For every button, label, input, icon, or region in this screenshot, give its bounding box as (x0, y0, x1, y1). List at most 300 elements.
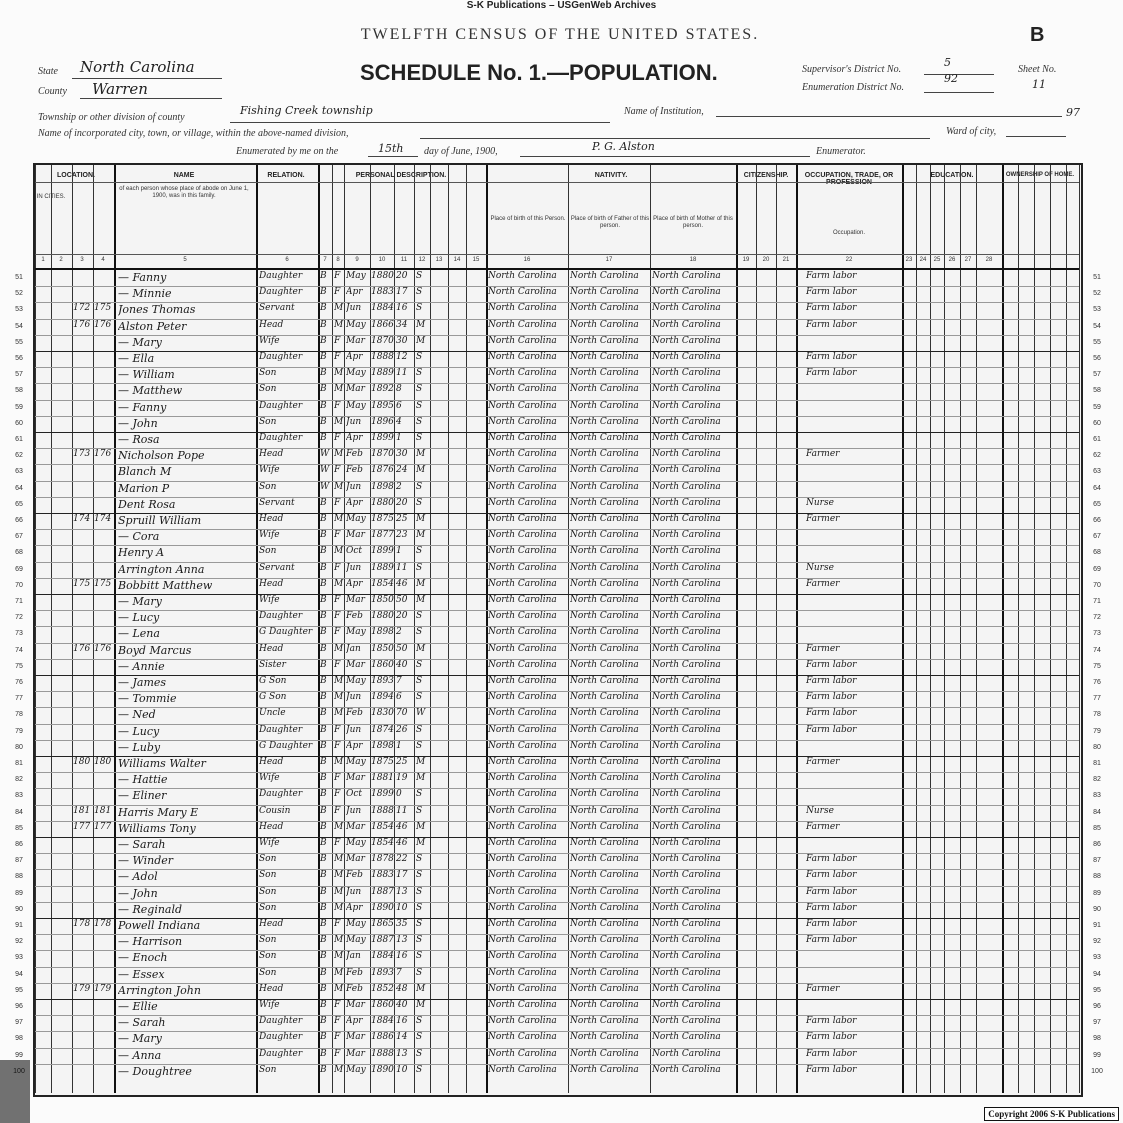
birthplace-mother: North Carolina (652, 595, 721, 605)
birthplace-person: North Carolina (488, 838, 557, 848)
birth-year: 1890 (371, 1064, 394, 1075)
column-number: 23 (905, 257, 913, 263)
birthplace-person: North Carolina (488, 967, 557, 978)
age: 17 (396, 870, 408, 881)
column-number: 6 (285, 257, 289, 263)
birthplace-father: North Carolina (570, 692, 639, 703)
birth-month: Apr (346, 287, 363, 298)
sex: M (334, 708, 344, 719)
relation: Daughter (259, 400, 303, 411)
age: 2 (396, 481, 402, 492)
occupation: Farmer (806, 578, 840, 589)
column-number: 14 (453, 257, 461, 263)
line-number: 91 (15, 922, 23, 929)
birthplace-mother: North Carolina (652, 514, 721, 524)
relation: Wife (259, 335, 280, 346)
person-name: — Matthew (118, 384, 183, 398)
enumerator-name: P. G. Alston (592, 140, 655, 153)
relation: Wife (259, 465, 280, 476)
line-number-right: 86 (1093, 841, 1101, 848)
birthplace-mother: North Carolina (652, 935, 721, 946)
sheet-letter: B (1030, 24, 1045, 46)
line-number-right: 90 (1093, 905, 1101, 913)
marital-status: S (416, 497, 423, 508)
birth-month: Jun (346, 481, 362, 492)
person-name: — Annie (118, 659, 165, 673)
marital-status: S (416, 611, 423, 622)
line-number-right: 59 (1093, 403, 1101, 411)
line-number-right: 77 (1093, 695, 1101, 703)
relation: Daughter (259, 1048, 303, 1059)
marital-status: S (416, 886, 423, 897)
line-number: 77 (15, 695, 23, 703)
birthplace-father: North Carolina (570, 1000, 639, 1010)
person-name: — Sarah (118, 1016, 166, 1030)
relation: Son (259, 368, 277, 379)
birth-month: Mar (346, 1000, 365, 1010)
birth-year: 1880 (371, 611, 394, 622)
birthplace-person: North Carolina (488, 562, 557, 573)
line-number: 64 (15, 484, 23, 492)
line-number-right: 68 (1093, 549, 1101, 557)
birthplace-father: North Carolina (570, 659, 639, 670)
person-name: — Essex (118, 967, 165, 981)
township-label: Township or other division of county (38, 112, 185, 123)
birthplace-mother: North Carolina (652, 546, 721, 557)
birthplace-father: North Carolina (570, 303, 639, 314)
occupation: Farm labor (806, 1032, 857, 1043)
birthplace-person: North Carolina (488, 740, 557, 751)
color-race: B (320, 416, 327, 427)
birthplace-father: North Carolina (570, 983, 639, 994)
line-number-right: 70 (1093, 581, 1101, 589)
column-rule (1002, 165, 1004, 1093)
birth-month: Jun (346, 886, 362, 897)
marital-status: S (416, 368, 423, 379)
birth-year: 1878 (371, 854, 394, 865)
birth-year: 1850 (371, 643, 394, 654)
sex: M (334, 902, 344, 913)
color-race: B (320, 773, 327, 784)
birthplace-mother: North Carolina (652, 433, 721, 443)
birth-month: Mar (346, 1048, 365, 1059)
line-number: 61 (15, 436, 23, 443)
line-number: 84 (15, 808, 23, 816)
birth-year: 1883 (371, 870, 394, 881)
line-number: 85 (15, 824, 23, 832)
relation: Daughter (259, 611, 303, 622)
col-citizenship: CITIZENSHIP. (743, 172, 789, 179)
birth-year: 1894 (371, 692, 394, 703)
birth-year: 1884 (371, 951, 394, 962)
state-label: State (38, 66, 58, 77)
birthplace-person: North Carolina (488, 627, 557, 638)
birthplace-mother: North Carolina (652, 1048, 721, 1059)
copyright-notice: Copyright 2006 S-K Publications (984, 1107, 1119, 1121)
header-rule (35, 268, 1079, 270)
sex: F (334, 919, 341, 929)
line-number-right: 69 (1093, 565, 1101, 573)
age: 50 (396, 595, 408, 605)
birth-month: Jun (346, 692, 362, 703)
line-number: 51 (15, 274, 23, 281)
sex: F (334, 562, 341, 573)
sex: F (334, 400, 341, 411)
birthplace-father: North Carolina (570, 724, 639, 735)
color-race: B (320, 983, 327, 994)
occupation: Farmer (806, 983, 840, 994)
birthplace-father: North Carolina (570, 319, 639, 330)
header-rule (35, 254, 1079, 255)
age: 16 (396, 303, 408, 314)
relation: Uncle (259, 708, 286, 719)
birthplace-mother: North Carolina (652, 1000, 721, 1010)
birthplace-mother: North Carolina (652, 676, 721, 686)
color-race: B (320, 919, 327, 929)
sex: F (334, 1016, 341, 1027)
census-title: TWELFTH CENSUS OF THE UNITED STATES. (360, 26, 760, 43)
person-name: Blanch M (118, 465, 172, 479)
birth-month: May (346, 757, 366, 767)
column-number: 12 (418, 257, 426, 263)
column-rule (344, 165, 345, 1093)
color-race: B (320, 562, 327, 573)
person-name: — James (118, 676, 167, 689)
line-number-right: 56 (1093, 355, 1101, 362)
birthplace-father: North Carolina (570, 335, 639, 346)
column-rule (756, 165, 757, 1093)
line-number-right: 60 (1093, 419, 1101, 427)
line-number: 73 (15, 630, 23, 638)
family-number: 176 (94, 643, 112, 654)
family-number: 180 (94, 757, 112, 767)
dwelling-number: 181 (73, 805, 91, 816)
age: 14 (396, 1032, 408, 1043)
birthplace-mother: North Carolina (652, 919, 721, 929)
birth-year: 1854 (371, 578, 394, 589)
enumerated-day: 15th (378, 142, 404, 155)
birthplace-father: North Carolina (570, 643, 639, 654)
line-number: 70 (15, 581, 23, 589)
marital-status: M (416, 335, 426, 346)
relation: Son (259, 951, 277, 962)
line-number: 87 (15, 857, 23, 865)
birth-month: May (346, 627, 366, 638)
occupation: Farm labor (806, 708, 857, 719)
birthplace-mother: North Carolina (652, 497, 721, 508)
line-number: 94 (15, 970, 23, 978)
line-number-right: 66 (1093, 517, 1101, 524)
column-rule (1079, 165, 1080, 1093)
enumerator-label: Enumerator. (816, 146, 866, 157)
birth-year: 1888 (371, 1048, 394, 1059)
birthplace-person: North Carolina (488, 902, 557, 913)
person-name: Arrington John (118, 983, 201, 997)
person-name: — Mary (118, 1032, 162, 1046)
birthplace-father: North Carolina (570, 789, 639, 800)
marital-status: S (416, 854, 423, 865)
birthplace-father: North Carolina (570, 546, 639, 557)
marital-status: M (416, 773, 426, 784)
line-number: 98 (15, 1035, 23, 1043)
column-rule (902, 165, 904, 1093)
marital-status: S (416, 271, 423, 281)
line-number: 81 (15, 760, 23, 767)
birth-month: Feb (346, 449, 363, 460)
birthplace-father: North Carolina (570, 870, 639, 881)
sex: M (334, 886, 344, 897)
birth-month: Jun (346, 724, 362, 735)
column-rule (1050, 165, 1051, 1093)
sex: M (334, 416, 344, 427)
birthplace-mother: North Carolina (652, 708, 721, 719)
birthplace-person: North Carolina (488, 303, 557, 314)
birth-year: 1886 (371, 1032, 394, 1043)
birthplace-mother: North Carolina (652, 368, 721, 379)
birthplace-person: North Carolina (488, 805, 557, 816)
person-name: — Fanny (118, 400, 167, 414)
family-number: 176 (94, 449, 112, 460)
birth-month: Mar (346, 335, 365, 346)
line-number-right: 94 (1093, 970, 1101, 978)
person-name: Marion P (118, 481, 170, 495)
line-number-right: 92 (1093, 938, 1101, 946)
color-race: B (320, 627, 327, 638)
line-number-right: 73 (1093, 630, 1101, 638)
age: 46 (396, 578, 408, 589)
marital-status: M (416, 449, 426, 460)
birth-month: Apr (346, 433, 363, 443)
line-number: 78 (15, 711, 23, 719)
column-rule (1018, 165, 1019, 1093)
birthplace-mother: North Carolina (652, 692, 721, 703)
person-name: — Ella (118, 352, 155, 365)
color-race: B (320, 595, 327, 605)
birth-month: May (346, 1064, 366, 1075)
birthplace-person: North Carolina (488, 983, 557, 994)
person-name: — Mary (118, 595, 162, 608)
line-number-right: 99 (1093, 1051, 1101, 1059)
relation: Cousin (259, 805, 291, 816)
birth-month: Feb (346, 465, 363, 476)
birthplace-mother: North Carolina (652, 416, 721, 427)
birthplace-person: North Carolina (488, 789, 557, 800)
birth-year: 1895 (371, 400, 394, 411)
color-race: B (320, 854, 327, 865)
age: 20 (396, 611, 408, 622)
color-race: B (320, 319, 327, 330)
age: 13 (396, 1048, 408, 1059)
age: 46 (396, 838, 408, 848)
column-rule (114, 165, 116, 1093)
family-number: 175 (94, 303, 112, 314)
birthplace-person: North Carolina (488, 643, 557, 654)
person-name: — Tommie (118, 692, 177, 706)
relation: Servant (259, 497, 295, 508)
birth-month: May (346, 919, 366, 929)
occupation: Farm labor (806, 352, 857, 362)
sex: F (334, 1000, 341, 1010)
line-number: 74 (15, 646, 23, 654)
occupation: Nurse (806, 805, 834, 816)
relation: Son (259, 1064, 277, 1075)
person-name: Spruill William (118, 514, 202, 527)
age: 13 (396, 886, 408, 897)
birthplace-mother: North Carolina (652, 627, 721, 638)
line-number-right: 62 (1093, 452, 1101, 460)
birth-month: May (346, 400, 366, 411)
relation: Head (259, 919, 284, 929)
birth-year: 1865 (371, 919, 394, 929)
birthplace-father: North Carolina (570, 368, 639, 379)
column-rule (51, 165, 52, 1093)
relation: Head (259, 983, 284, 994)
person-name: Jones Thomas (118, 303, 196, 317)
birth-year: 1875 (371, 514, 394, 524)
age: 22 (396, 854, 408, 865)
occupation: Farm labor (806, 902, 857, 913)
birth-year: 1870 (371, 335, 394, 346)
birth-month: Apr (346, 1016, 363, 1027)
birthplace-mother: North Carolina (652, 773, 721, 784)
dwelling-number: 176 (73, 643, 91, 654)
age: 19 (396, 773, 408, 784)
col-occupation: OCCUPATION, TRADE, OR PROFESSION (804, 172, 894, 186)
line-number: 59 (15, 403, 23, 411)
age: 7 (396, 676, 402, 686)
color-race: B (320, 886, 327, 897)
birthplace-father: North Carolina (570, 708, 639, 719)
family-number: 175 (94, 578, 112, 589)
birthplace-person: North Carolina (488, 287, 557, 298)
column-number: 20 (762, 257, 770, 263)
birthplace-person: North Carolina (488, 546, 557, 557)
sex: M (334, 983, 344, 994)
age: 11 (396, 562, 408, 573)
relation: Son (259, 967, 277, 978)
column-rule (650, 165, 651, 1093)
birth-month: Jun (346, 562, 362, 573)
sheet-label: Sheet No. (1018, 64, 1057, 75)
birthplace-person: North Carolina (488, 368, 557, 379)
sex: M (334, 854, 344, 865)
birthplace-mother: North Carolina (652, 740, 721, 751)
birth-year: 1852 (371, 983, 394, 994)
birth-month: Mar (346, 530, 365, 541)
birthplace-father: North Carolina (570, 400, 639, 411)
birthplace-person: North Carolina (488, 1064, 557, 1075)
birthplace-mother: North Carolina (652, 757, 721, 767)
age: 0 (396, 789, 402, 800)
marital-status: S (416, 1064, 423, 1075)
dwelling-number: 174 (73, 514, 91, 524)
birth-month: Mar (346, 1032, 365, 1043)
birthplace-father: North Carolina (570, 773, 639, 784)
birthplace-father: North Carolina (570, 967, 639, 978)
line-number: 62 (15, 452, 23, 460)
column-rule (796, 165, 798, 1093)
relation: Wife (259, 595, 280, 605)
person-name: Boyd Marcus (118, 643, 192, 657)
birth-year: 1876 (371, 465, 394, 476)
marital-status: S (416, 481, 423, 492)
birth-year: 1899 (371, 546, 394, 557)
line-number: 72 (15, 614, 23, 622)
color-race: B (320, 821, 327, 832)
line-number-right: 76 (1093, 679, 1101, 686)
line-number-right: 85 (1093, 824, 1101, 832)
line-number-right: 93 (1093, 954, 1101, 962)
column-number: 28 (985, 257, 993, 263)
sex: F (334, 352, 341, 362)
line-number: 79 (15, 727, 23, 735)
line-number: 93 (15, 954, 23, 962)
supervisor-label: Supervisor's District No. (802, 64, 902, 75)
birthplace-person: North Carolina (488, 659, 557, 670)
line-number: 92 (15, 938, 23, 946)
column-number: 15 (472, 257, 480, 263)
column-number: 17 (605, 257, 613, 263)
occupation: Farm labor (806, 1048, 857, 1059)
line-number: 65 (15, 500, 23, 508)
birthplace-father: North Carolina (570, 838, 639, 848)
relation: G Daughter (259, 740, 313, 751)
birthplace-person: North Carolina (488, 400, 557, 411)
enum-district-value: 92 (944, 72, 958, 85)
birth-month: Oct (346, 546, 363, 557)
person-name: Williams Walter (118, 757, 206, 770)
birth-month: Jan (346, 951, 361, 962)
birth-month: Apr (346, 578, 363, 589)
marital-status: S (416, 659, 423, 670)
birth-month: Jun (346, 416, 362, 427)
color-race: B (320, 740, 327, 751)
sex: M (334, 951, 344, 962)
sex: F (334, 1032, 341, 1043)
birth-year: 1850 (371, 595, 394, 605)
birth-month: Jun (346, 805, 362, 816)
sex: F (334, 740, 341, 751)
relation: Wife (259, 1000, 280, 1010)
birthplace-person: North Carolina (488, 465, 557, 476)
birth-year: 1890 (371, 902, 394, 913)
occupation: Farmer (806, 643, 840, 654)
marital-status: M (416, 465, 426, 476)
marital-status: M (416, 643, 426, 654)
age: 10 (396, 1064, 408, 1075)
birthplace-person: North Carolina (488, 821, 557, 832)
line-number-right: 88 (1093, 873, 1101, 881)
birthplace-father: North Carolina (570, 530, 639, 541)
column-number: 27 (964, 257, 972, 263)
sex: M (334, 821, 344, 832)
line-number: 56 (15, 355, 23, 362)
relation: Head (259, 821, 284, 832)
birth-year: 1889 (371, 368, 394, 379)
birthplace-person: North Carolina (488, 271, 557, 281)
birth-year: 1883 (371, 287, 394, 298)
marital-status: M (416, 319, 426, 330)
age: 30 (396, 449, 408, 460)
color-race: B (320, 967, 327, 978)
person-name: — Adol (118, 870, 158, 884)
enum-district-label: Enumeration District No. (802, 82, 904, 93)
birthplace-mother: North Carolina (652, 481, 721, 492)
birthplace-person: North Carolina (488, 611, 557, 622)
column-rule (916, 165, 917, 1093)
family-number: 176 (94, 319, 112, 330)
marital-status: S (416, 546, 423, 557)
